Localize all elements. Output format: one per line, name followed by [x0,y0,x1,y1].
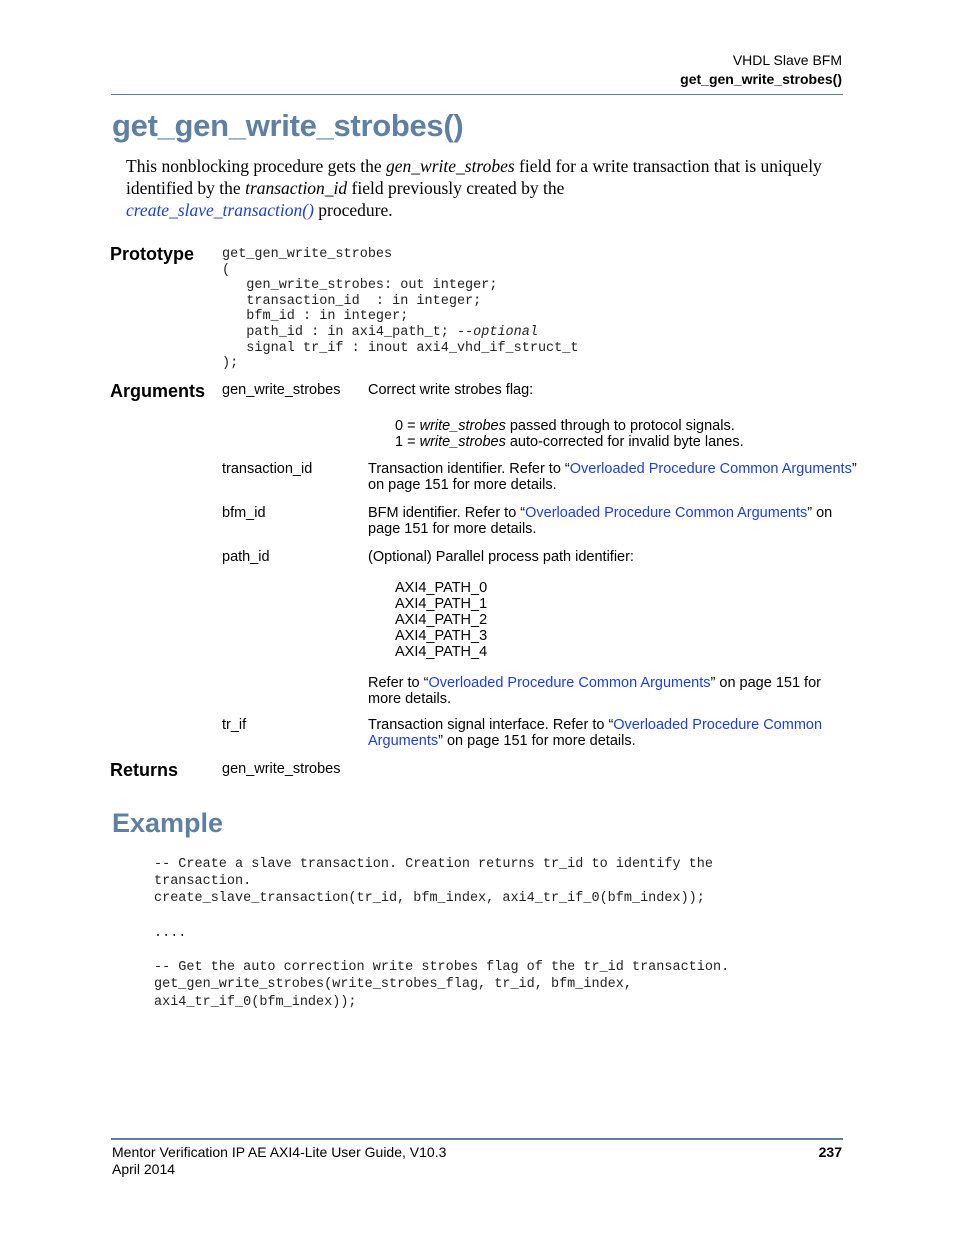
intro-transaction-id: transaction_id [245,178,348,198]
footer-guide-title: Mentor Verification IP AE AXI4-Lite User Guide, V10.3 [112,1144,447,1160]
path-option: AXI4_PATH_4 [395,644,488,660]
path-option: AXI4_PATH_2 [395,612,488,628]
arg-path-id-desc: (Optional) Parallel process path identifier: AXI4_PATH_0 AXI4_PATH_1 AXI4_PATH_2 AXI4_PATH_3 AXI4_PATH_4 Refer to “Overloaded Procedure Common Arguments” on page 151 for more details. [368,549,858,707]
overloaded-args-link-1[interactable]: Overloaded Procedure Common Arguments [569,461,852,477]
footer-rule [111,1138,843,1140]
prototype-label: Prototype [110,244,195,264]
arg-bfm-id-desc: BFM identifier. Refer to “Overloaded Procedure Common Arguments” on page 151 for more details. [368,505,833,537]
returns-label: Returns [110,760,179,780]
prototype-code: get_gen_write_strobes ( gen_write_strobes: out integer; transaction_id : in integer; bfm_id : in integer; path_id : in axi4_path_t; --optional signal tr_if : inout axi4_vhd_if_struct_t ); [222,247,579,372]
footer-date: April 2014 [112,1161,176,1177]
arg-bfm-id: bfm_id [222,505,266,521]
path-option: AXI4_PATH_3 [395,628,488,644]
page-title: get_gen_write_strobes() [112,108,464,143]
example-heading: Example [112,808,224,838]
arg-tr-if-desc: Transaction signal interface. Refer to “Overloaded Procedure Common Arguments” on page 151 for more details. [368,717,823,749]
overloaded-args-link-4[interactable]: Overloaded Procedure Common Arguments [368,717,823,749]
arg-transaction-id: transaction_id [222,461,313,477]
page-number: 237 [818,1144,842,1160]
overloaded-args-link-2[interactable]: Overloaded Procedure Common Arguments [525,505,808,521]
strobes-option-0: 0 = write_strobes passed through to protocol signals. [395,418,735,434]
arg-transaction-id-desc: Transaction identifier. Refer to “Overloaded Procedure Common Arguments” on page 151 for more details. [368,461,857,493]
path-option: AXI4_PATH_1 [395,596,488,612]
strobes-option-1: 1 = write_strobes auto-corrected for invalid byte lanes. [395,434,744,450]
arg-path-id: path_id [222,549,270,565]
header-rule [111,94,843,95]
header-topic: get_gen_write_strobes() [680,71,842,87]
arguments-label: Arguments [110,381,206,401]
header-section: VHDL Slave BFM [732,52,842,68]
path-id-refer: Refer to “Overloaded Procedure Common Arguments” on page 151 for more details. [368,675,821,707]
optional-comment: --optional [456,324,538,340]
returns-value: gen_write_strobes [222,761,341,777]
arg-gen-write-strobes: gen_write_strobes [222,382,341,398]
intro-paragraph: This nonblocking procedure gets the gen_write_strobes field for a write transaction that is uniquely identified by the transaction_id field previously created by the create_slave_transaction() procedure. [126,156,822,220]
create-slave-transaction-link[interactable]: create_slave_transaction() [126,200,314,220]
overloaded-args-link-3[interactable]: Overloaded Procedure Common Arguments [428,675,711,691]
example-code: -- Create a slave transaction. Creation returns tr_id to identify the transaction. create_slave_transaction(tr_id, bfm_index, axi4_tr_if_0(bfm_index)); .... -- Get the auto correction write strobes flag of the tr_id transaction. get_gen_write_strobes(write_strobes_flag, tr_id, bfm_index, axi4_tr_if_0(bfm_index)); [154,857,730,1010]
path-option: AXI4_PATH_0 [395,580,488,596]
arg-tr-if: tr_if [222,717,247,733]
arg-gen-write-strobes-desc: Correct write strobes flag: 0 = write_strobes passed through to protocol signals. 1 = write_strobes auto-corrected for invalid byte lanes. [368,382,858,450]
intro-field-name: gen_write_strobes [386,156,515,176]
